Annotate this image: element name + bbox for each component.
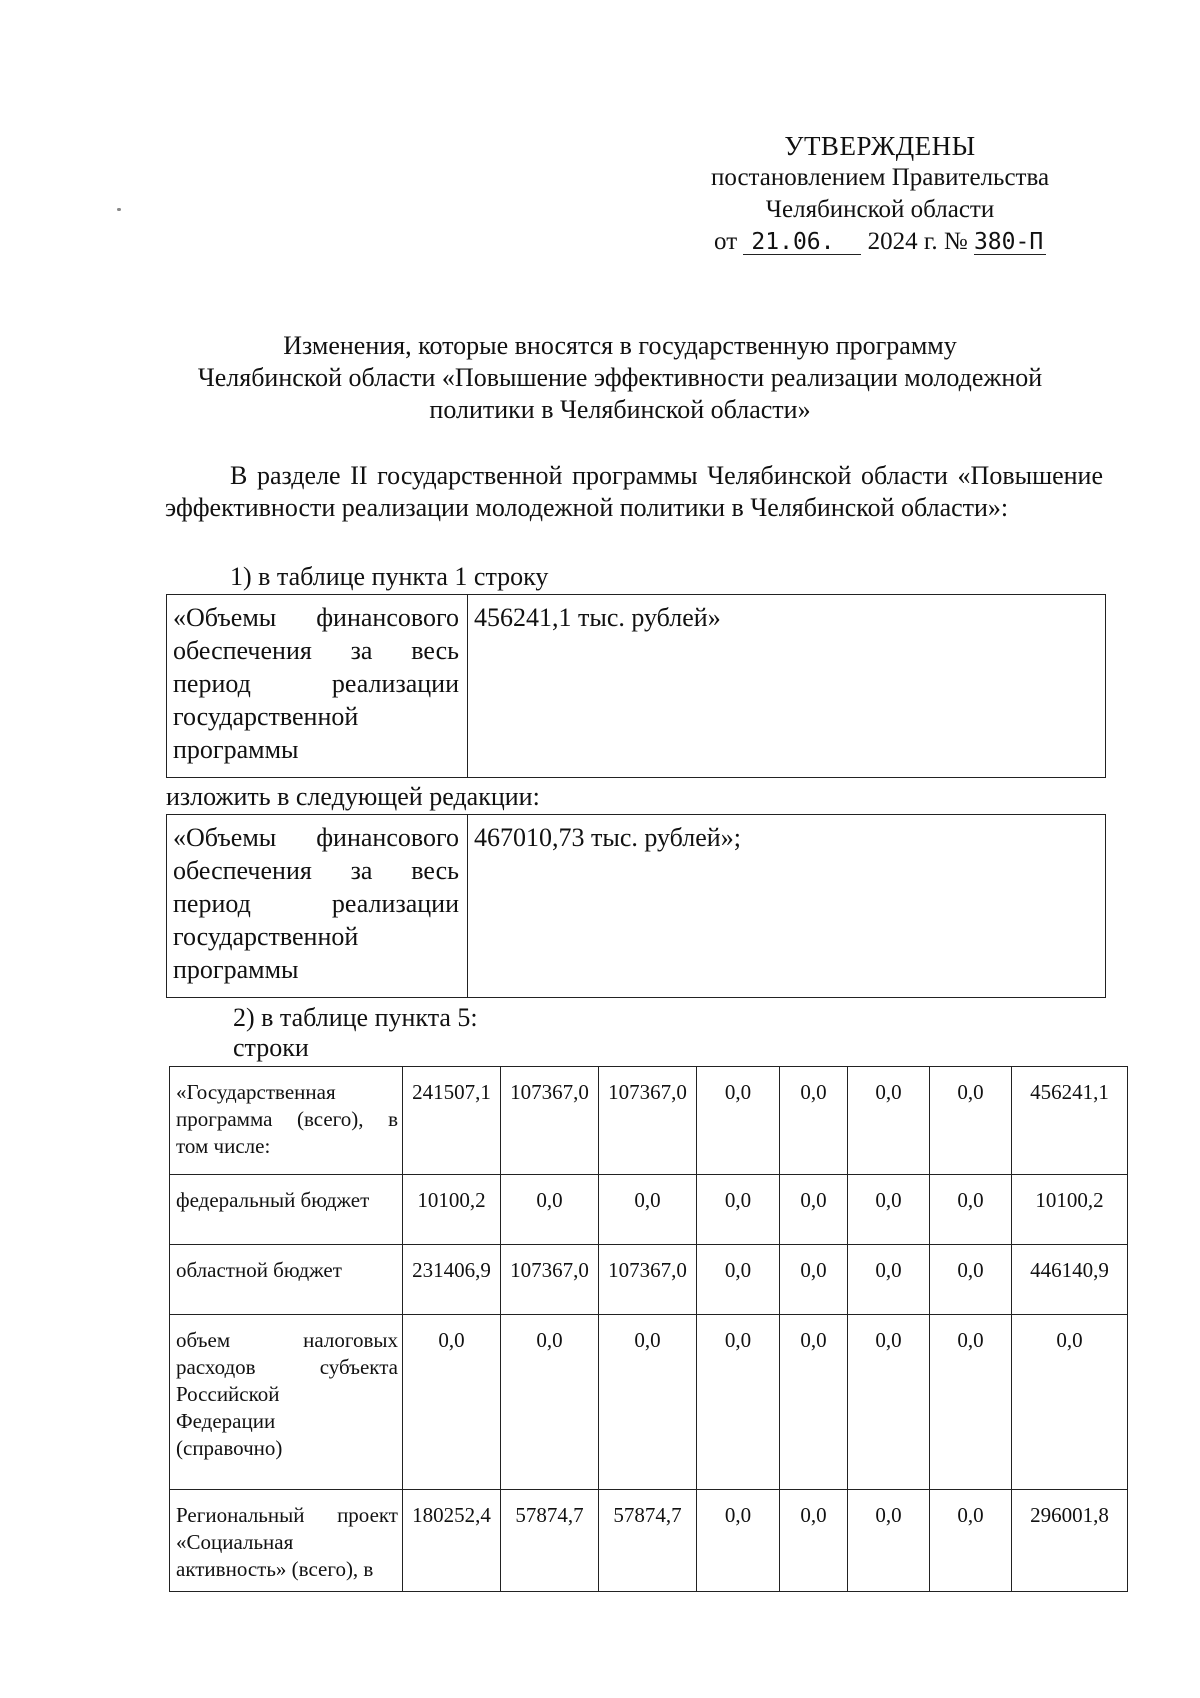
table-cell: 0,0 bbox=[848, 1490, 930, 1592]
old-row-label bbox=[167, 595, 468, 778]
table-cell: 0,0 bbox=[697, 1175, 780, 1245]
table-cell: 0,0 bbox=[848, 1175, 930, 1245]
table-cell: 0,0 bbox=[697, 1315, 780, 1490]
table-row bbox=[170, 1245, 1128, 1315]
row-label-line: «Социальная bbox=[176, 1530, 294, 1554]
approval-from: от bbox=[714, 228, 738, 255]
rows-word: строки bbox=[233, 1033, 309, 1062]
table-cell: 0,0 bbox=[848, 1067, 930, 1175]
new-label-line: «Объемы финансового bbox=[173, 823, 459, 852]
table-cell: 0,0 bbox=[930, 1490, 1012, 1592]
table-cell: 107367,0 bbox=[501, 1067, 599, 1175]
row-label-line: областной бюджет bbox=[176, 1258, 342, 1282]
table-row bbox=[170, 1315, 1128, 1490]
table-row bbox=[170, 1067, 1128, 1175]
table-cell: 10100,2 bbox=[403, 1175, 501, 1245]
row-label-line: активность» (всего), в bbox=[176, 1557, 374, 1581]
old-row-value: 456241,1 тыс. рублей» bbox=[468, 595, 1106, 778]
table-cell: 446140,9 bbox=[1012, 1245, 1128, 1315]
row-label-line: Региональный проект bbox=[176, 1503, 398, 1527]
new-label-line: государственной bbox=[173, 922, 359, 951]
table-cell: 0,0 bbox=[780, 1245, 848, 1315]
intro-paragraph: В разделе II государственной программы Челябинской области «Повышение эффективности реализации молодежной политики в Челябинской области»: bbox=[165, 461, 1103, 522]
row-label bbox=[170, 1067, 403, 1175]
row-label-line: Федерации bbox=[176, 1409, 276, 1433]
table-cell: 0,0 bbox=[697, 1067, 780, 1175]
document-title bbox=[170, 330, 1070, 426]
table-cell: 0,0 bbox=[930, 1315, 1012, 1490]
table-cell: 57874,7 bbox=[501, 1490, 599, 1592]
table-cell: 0,0 bbox=[780, 1067, 848, 1175]
item-1-text: 1) в таблице пункта 1 строку bbox=[230, 562, 549, 591]
row-label-line: объем налоговых bbox=[176, 1328, 398, 1352]
approval-date-line bbox=[640, 226, 1120, 258]
table-row bbox=[170, 1175, 1128, 1245]
approval-line-1: постановлением Правительства bbox=[710, 164, 1050, 191]
row-label bbox=[170, 1490, 403, 1592]
new-label-line: программы bbox=[173, 955, 299, 984]
table-cell: 0,0 bbox=[780, 1315, 848, 1490]
row-label-line: (справочно) bbox=[176, 1436, 283, 1460]
table-cell: 0,0 bbox=[930, 1067, 1012, 1175]
finance-table bbox=[169, 1066, 1128, 1592]
new-row-table bbox=[166, 814, 1106, 998]
table-cell: 231406,9 bbox=[403, 1245, 501, 1315]
old-row-table bbox=[166, 594, 1106, 778]
table-cell: 0,0 bbox=[848, 1315, 930, 1490]
title-line-1: Изменения, которые вносятся в государственную программу bbox=[283, 331, 957, 360]
old-label-line: обеспечения за весь bbox=[173, 636, 459, 665]
old-label-line: государственной bbox=[173, 702, 359, 731]
table-cell: 0,0 bbox=[599, 1175, 697, 1245]
row-label-line: «Государственная bbox=[176, 1080, 336, 1104]
table-cell: 0,0 bbox=[930, 1245, 1012, 1315]
row-label bbox=[170, 1175, 403, 1245]
table-cell: 0,0 bbox=[780, 1490, 848, 1592]
approval-head: УТВЕРЖДЕНЫ bbox=[784, 131, 976, 161]
table-cell: 0,0 bbox=[848, 1245, 930, 1315]
approval-date-handwritten: 21.06. bbox=[743, 230, 861, 255]
table-cell: 456241,1 bbox=[1012, 1067, 1128, 1175]
new-row-label bbox=[167, 815, 468, 998]
row-label-line: том числе: bbox=[176, 1134, 271, 1158]
title-line-2: Челябинской области «Повышение эффективности реализации молодежной bbox=[197, 363, 1043, 392]
table-cell: 180252,4 bbox=[403, 1490, 501, 1592]
table-cell: 0,0 bbox=[780, 1175, 848, 1245]
row-label-line: программа (всего), в bbox=[176, 1107, 398, 1131]
table-cell: 0,0 bbox=[697, 1490, 780, 1592]
table-cell: 0,0 bbox=[403, 1315, 501, 1490]
scan-speck bbox=[117, 208, 121, 211]
table-cell: 241507,1 bbox=[403, 1067, 501, 1175]
table-cell: 0,0 bbox=[599, 1315, 697, 1490]
table-cell: 0,0 bbox=[697, 1245, 780, 1315]
table-cell: 107367,0 bbox=[599, 1245, 697, 1315]
table-cell: 296001,8 bbox=[1012, 1490, 1128, 1592]
new-label-line: обеспечения за весь bbox=[173, 856, 459, 885]
approval-block bbox=[640, 130, 1120, 258]
row-label bbox=[170, 1245, 403, 1315]
old-label-line: программы bbox=[173, 735, 299, 764]
table-row bbox=[170, 1490, 1128, 1592]
table-cell: 107367,0 bbox=[501, 1245, 599, 1315]
title-line-3: политики в Челябинской области» bbox=[429, 395, 811, 424]
table-cell: 0,0 bbox=[501, 1315, 599, 1490]
row-label-line: расходов субъекта bbox=[176, 1355, 398, 1379]
table-cell: 0,0 bbox=[501, 1175, 599, 1245]
approval-line-2: Челябинской области bbox=[765, 196, 995, 223]
row-label-line: Российской bbox=[176, 1382, 280, 1406]
table-cell: 57874,7 bbox=[599, 1490, 697, 1592]
replace-text: изложить в следующей редакции: bbox=[166, 782, 540, 811]
table-cell: 107367,0 bbox=[599, 1067, 697, 1175]
approval-year: 2024 г. № bbox=[867, 228, 968, 255]
approval-number-handwritten: 380-П bbox=[974, 230, 1046, 255]
old-label-line: период реализации bbox=[173, 669, 459, 698]
row-label bbox=[170, 1315, 403, 1490]
item-2-text: 2) в таблице пункта 5: bbox=[233, 1003, 478, 1032]
row-label-line: федеральный бюджет bbox=[176, 1188, 370, 1212]
new-label-line: период реализации bbox=[173, 889, 459, 918]
new-row-value: 467010,73 тыс. рублей»; bbox=[468, 815, 1106, 998]
table-cell: 0,0 bbox=[930, 1175, 1012, 1245]
table-cell: 0,0 bbox=[1012, 1315, 1128, 1490]
table-cell: 10100,2 bbox=[1012, 1175, 1128, 1245]
old-label-line: «Объемы финансового bbox=[173, 603, 459, 632]
